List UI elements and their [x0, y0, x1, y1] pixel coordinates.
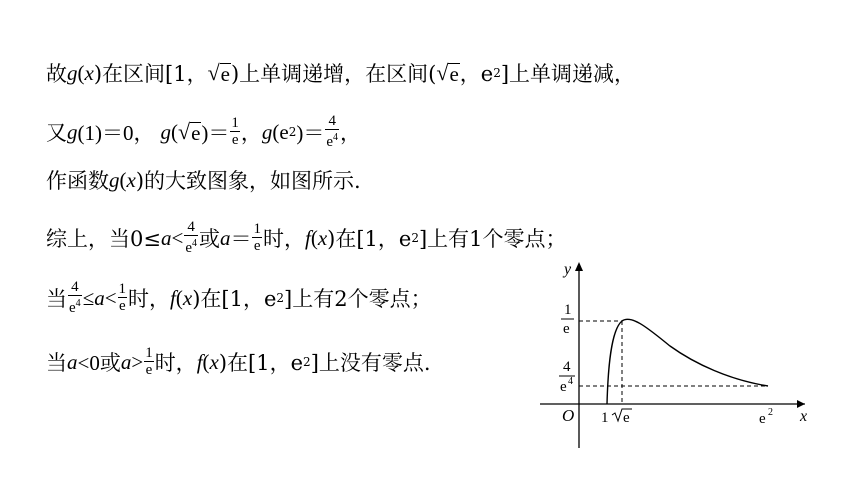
y-tick-end-den: e	[560, 379, 567, 395]
text-segment: 时，	[262, 227, 305, 251]
text-segment: )在[1，e	[327, 227, 412, 251]
sqrt-expression: √ e	[436, 59, 459, 86]
exponent: 2	[276, 291, 285, 305]
y-axis-label: y	[564, 261, 572, 278]
text-segment: (	[119, 167, 127, 192]
fraction-numerator: 4	[328, 113, 336, 129]
text-segment: ＝	[230, 227, 252, 251]
fraction	[144, 346, 154, 378]
text-segment: ]上单调递减，	[500, 62, 636, 86]
text-segment: )＝	[296, 121, 325, 145]
exponent: 2	[411, 231, 419, 245]
text-segment: (1)＝0，	[77, 121, 155, 145]
sqrt-argument: e	[449, 61, 459, 86]
variable-symbol: x	[182, 285, 193, 310]
fraction-numerator: 1	[118, 281, 127, 297]
x-tick-one: 1	[601, 410, 609, 426]
function-symbol: g	[261, 119, 273, 144]
text-segment: )的大致图象，如图所示.	[135, 169, 361, 193]
text-segment: ]上有1个零点；	[418, 227, 567, 251]
sqrt-expression: √ e	[178, 118, 201, 145]
text-segment: 或	[198, 227, 220, 251]
fraction-denominator: e	[69, 300, 76, 316]
x-tick-e2: e	[759, 411, 766, 427]
text-segment: )上单调递增，在区间(	[230, 62, 437, 86]
x-axis-label: x	[800, 408, 808, 425]
text-segment: ]上有2个零点；	[284, 287, 432, 311]
sqrt-expression: √ e	[207, 59, 230, 86]
text-segment: (	[77, 60, 85, 85]
variable-symbol: x	[317, 225, 328, 250]
function-symbol: f	[196, 349, 203, 374]
fraction-numerator: 1	[231, 115, 239, 131]
y-tick-max-den: e	[563, 321, 570, 337]
text-segment: )在[1，e	[192, 287, 277, 311]
text-segment: )＝	[201, 121, 230, 145]
text-segment: 综上，当0≤	[46, 227, 161, 251]
y-tick-max-num: 1	[564, 302, 572, 318]
variable-symbol: a	[67, 349, 78, 374]
function-graph	[530, 258, 830, 458]
function-symbol: g	[67, 119, 78, 144]
text-segment: ，	[340, 121, 362, 145]
fraction-denominator: e	[118, 298, 126, 314]
x-tick-sqrt-arg: e	[623, 410, 630, 426]
fraction-denominator: e	[326, 134, 334, 150]
exponent: 2	[493, 66, 501, 80]
text-segment: <	[104, 285, 117, 310]
function-symbol: g	[109, 167, 120, 192]
text-segment: <0或	[77, 351, 121, 375]
y-axis-arrow	[575, 262, 583, 271]
text-segment: (e	[272, 119, 289, 144]
fraction	[230, 116, 240, 148]
x-axis-arrow	[797, 400, 805, 408]
function-symbol: f	[170, 285, 176, 310]
exponent: 4	[333, 132, 339, 143]
exponent: 2	[288, 125, 297, 139]
text-segment: ，e	[459, 62, 494, 86]
text-segment: (	[175, 285, 183, 310]
text-segment: 又	[46, 121, 67, 145]
text-line-5	[46, 276, 432, 320]
variable-symbol: a	[219, 225, 231, 250]
text-segment: ，	[240, 121, 262, 145]
variable-symbol: a	[120, 349, 132, 374]
text-segment: )在区间[1，	[93, 62, 208, 86]
fraction	[252, 222, 262, 254]
fraction-denominator: e	[145, 362, 153, 378]
text-segment: ≤	[82, 285, 95, 310]
function-symbol: g	[160, 119, 171, 144]
variable-symbol: a	[160, 225, 172, 250]
text-segment: (	[171, 119, 178, 144]
origin-label: O	[562, 406, 575, 425]
function-symbol: g	[67, 60, 78, 85]
fraction-numerator: 4	[187, 219, 195, 235]
fraction	[118, 282, 128, 314]
text-line-6	[46, 340, 431, 384]
text-segment: 当	[46, 287, 67, 311]
exponent: 4	[191, 238, 197, 249]
text-line-2	[46, 110, 361, 154]
text-segment: 时，	[128, 287, 171, 311]
fraction	[325, 114, 339, 150]
text-segment: (	[310, 225, 318, 250]
fraction	[184, 220, 198, 256]
fraction-numerator: 4	[71, 279, 79, 295]
variable-symbol: x	[84, 60, 94, 85]
fraction-numerator: 1	[145, 345, 153, 361]
text-line-1	[46, 55, 635, 91]
exponent: 4	[75, 298, 81, 309]
text-segment: ]上没有零点.	[310, 351, 431, 375]
sqrt-argument: e	[191, 120, 201, 145]
text-line-3	[46, 162, 361, 198]
x-tick-e2-exp: 2	[768, 407, 773, 418]
text-segment: <	[171, 225, 184, 250]
text-segment: 时，	[154, 351, 197, 375]
variable-symbol: x	[209, 349, 219, 374]
text-segment: )在[1，e	[218, 351, 304, 375]
fraction	[68, 280, 82, 316]
variable-symbol: x	[126, 167, 136, 192]
text-segment: (	[202, 349, 210, 374]
text-segment: 作函数	[46, 169, 109, 193]
function-symbol: f	[304, 225, 311, 250]
text-segment: 故	[46, 62, 67, 86]
text-segment: >	[131, 349, 144, 374]
exponent: 2	[303, 355, 311, 369]
text-segment: 当	[46, 351, 67, 375]
fraction-denominator: e	[253, 238, 261, 254]
text-line-4	[46, 216, 567, 260]
fraction-numerator: 1	[253, 221, 261, 237]
fraction-denominator: e	[185, 240, 192, 256]
y-tick-end-num: 4	[563, 359, 571, 375]
variable-symbol: a	[94, 285, 105, 310]
sqrt-argument: e	[220, 61, 230, 86]
fraction-denominator: e	[231, 132, 239, 148]
y-tick-end-exp: 4	[568, 376, 573, 387]
function-curve	[607, 319, 768, 404]
